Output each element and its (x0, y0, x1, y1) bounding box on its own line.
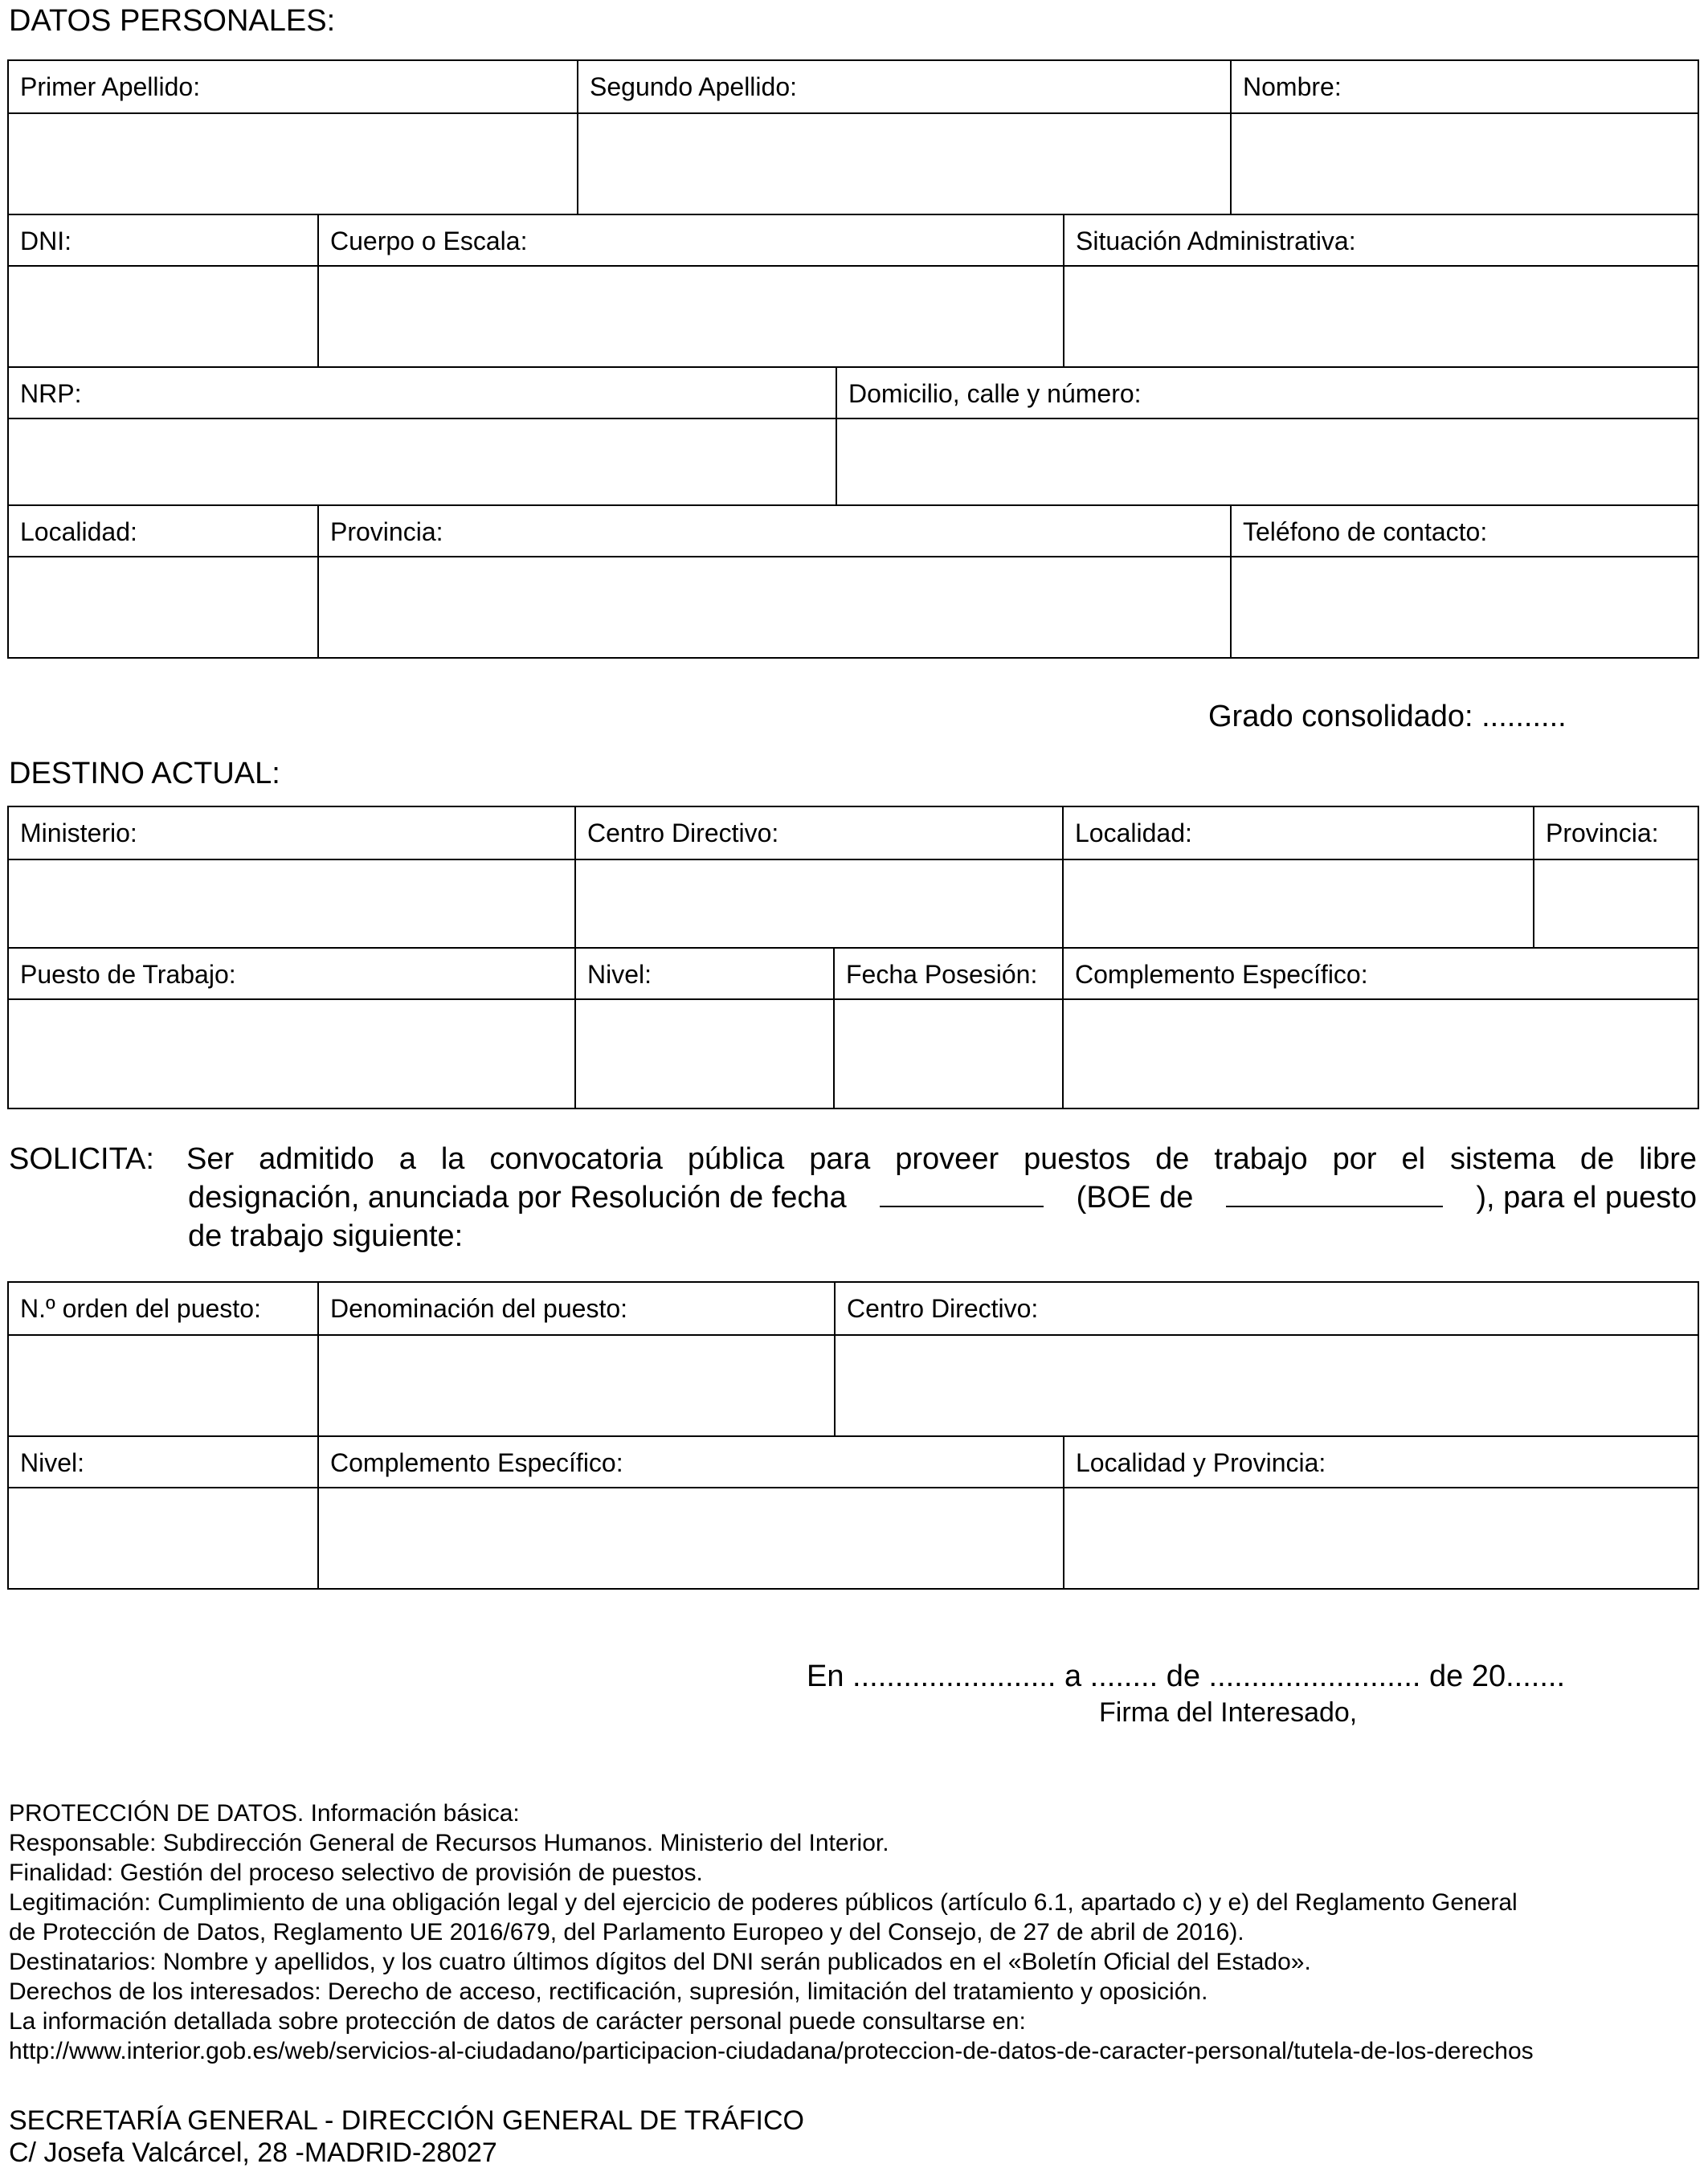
puesto-row1-labels (9, 1283, 1698, 1334)
localidad-field[interactable] (9, 557, 317, 657)
dni-label: DNI: (20, 227, 72, 255)
nrp-field[interactable] (9, 419, 836, 504)
solicita-label: SOLICITA: (9, 1142, 154, 1176)
dni-field[interactable] (9, 267, 317, 366)
puesto-row2-labels (9, 1435, 1698, 1487)
solicita-line2-a: designación, anunciada por Resolución de fecha (188, 1181, 847, 1215)
solicita-line1: Ser admitido a la convocatoria pública para proveer puestos de trabajo por el sistema de libre (186, 1142, 1697, 1176)
destino-section-title: DESTINO ACTUAL: (9, 757, 280, 790)
destino-localidad-field[interactable] (1062, 860, 1533, 947)
puesto-centro-directivo-field[interactable] (834, 1336, 1698, 1435)
localidad-label: Localidad: (20, 517, 137, 546)
footer-organization: SECRETARÍA GENERAL - DIRECCIÓN GENERAL DE TRÁFICO (9, 2105, 804, 2136)
fecha-posesion-label: Fecha Posesión: (833, 949, 1062, 998)
cuerpo-escala-field[interactable] (317, 267, 1063, 366)
personal-row1-fields (9, 112, 1698, 214)
orden-puesto-field[interactable] (9, 1336, 317, 1435)
domicilio-label: Domicilio, calle y número: (836, 368, 1698, 418)
destino-row1-fields (9, 859, 1698, 947)
personal-row3-labels (9, 366, 1698, 418)
personal-section-title: DATOS PERSONALES: (9, 4, 336, 38)
localidad-provincia-label: Localidad y Provincia: (1063, 1437, 1698, 1487)
destino-row2-fields (9, 998, 1698, 1108)
centro-directivo-field[interactable] (574, 860, 1062, 947)
fecha-posesion-field[interactable] (833, 1000, 1062, 1108)
denominacion-puesto-label: Denominación del puesto: (317, 1283, 834, 1334)
situacion-administrativa-label: Situación Administrativa: (1063, 215, 1698, 265)
telefono-label: Teléfono de contacto: (1230, 506, 1698, 556)
segundo-apellido-label: Segundo Apellido: (577, 61, 1230, 112)
localidad-provincia-field[interactable] (1063, 1488, 1698, 1588)
footer-address: C/ Josefa Valcárcel, 28 -MADRID-28027 (9, 2137, 497, 2168)
puesto-row2-fields (9, 1487, 1698, 1588)
nombre-label: Nombre: (1230, 61, 1698, 112)
destino-row2-labels (9, 947, 1698, 998)
puesto-nivel-label: Nivel: (20, 1448, 85, 1477)
resolucion-fecha-blank[interactable] (880, 1178, 1044, 1207)
provincia-label: Provincia: (317, 506, 1230, 556)
proteccion-derechos: Derechos de los interesados: Derecho de acceso, rectificación, supresión, limitación del tratamiento y oposición. (9, 1978, 1208, 2005)
personal-row3-fields (9, 418, 1698, 504)
boe-fecha-blank[interactable] (1226, 1178, 1443, 1207)
grado-consolidado: Grado consolidado: .......... (1208, 700, 1567, 733)
destino-row1-labels (9, 807, 1698, 859)
solicita-line2-c: ), para el puesto (1476, 1181, 1697, 1215)
destino-complemento-label: Complemento Específico: (1062, 949, 1698, 998)
proteccion-heading: PROTECCIÓN DE DATOS. Información básica: (9, 1800, 520, 1827)
puesto-nivel-field[interactable] (9, 1488, 317, 1588)
proteccion-destinatarios: Destinatarios: Nombre y apellidos, y los cuatro últimos dígitos del DNI serán publicados en el «Boletín Oficial del Estado». (9, 1949, 1311, 1975)
segundo-apellido-field[interactable] (577, 114, 1230, 214)
primer-apellido-field[interactable] (9, 114, 577, 214)
proteccion-informacion: La información detallada sobre protección de datos de carácter personal puede consultarse en: (9, 2008, 1026, 2035)
proteccion-legitimacion-cont: de Protección de Datos, Reglamento UE 2016/679, del Parlamento Europeo y del Consejo, de 27 de abril de 2016). (9, 1919, 1244, 1945)
signature-label: Firma del Interesado, (1099, 1697, 1358, 1728)
ministerio-field[interactable] (9, 860, 574, 947)
destino-complemento-field[interactable] (1062, 1000, 1698, 1108)
nrp-label: NRP: (20, 379, 82, 408)
puesto-complemento-label: Complemento Específico: (317, 1437, 1063, 1487)
solicita-line2-b: (BOE de (1076, 1181, 1194, 1215)
domicilio-field[interactable] (836, 419, 1698, 504)
puesto-complemento-field[interactable] (317, 1488, 1063, 1588)
solicita-line3: de trabajo siguiente: (188, 1219, 464, 1253)
destino-localidad-label: Localidad: (1062, 807, 1533, 859)
nombre-field[interactable] (1230, 114, 1698, 214)
orden-puesto-label: N.º orden del puesto: (20, 1294, 261, 1323)
puesto-row1-fields (9, 1334, 1698, 1435)
destino-provincia-label: Provincia: (1533, 807, 1698, 859)
destino-form (7, 806, 1699, 1109)
proteccion-legitimacion: Legitimación: Cumplimiento de una obligación legal y del ejercicio de poderes públicos (artículo 6.1, apartado c) y e) del Reglamento General (9, 1889, 1518, 1916)
proteccion-responsable: Responsable: Subdirección General de Recursos Humanos. Ministerio del Interior. (9, 1830, 889, 1856)
proteccion-finalidad: Finalidad: Gestión del proceso selectivo de provisión de puestos. (9, 1860, 703, 1886)
personal-data-form (7, 59, 1699, 659)
telefono-field[interactable] (1230, 557, 1698, 657)
proteccion-url[interactable]: http://www.interior.gob.es/web/servicios-al-ciudadano/participacion-ciudadana/proteccion-de-datos-de-caracter-personal/tutela-de-los-derechos (9, 2038, 1534, 2064)
puesto-centro-directivo-label: Centro Directivo: (834, 1283, 1698, 1334)
puesto-form (7, 1281, 1699, 1590)
personal-row4-fields (9, 556, 1698, 657)
data-protection-notice (9, 1798, 1704, 2066)
situacion-administrativa-field[interactable] (1063, 267, 1698, 366)
destino-provincia-field[interactable] (1533, 860, 1698, 947)
personal-row4-labels (9, 504, 1698, 556)
primer-apellido-label: Primer Apellido: (20, 72, 201, 101)
personal-row1-labels (9, 61, 1698, 112)
place-date-line: En ........................ a ........ de ......................... de 20....... (807, 1660, 1566, 1693)
centro-directivo-label: Centro Directivo: (574, 807, 1062, 859)
provincia-field[interactable] (317, 557, 1230, 657)
personal-row2-labels (9, 214, 1698, 265)
personal-row2-fields (9, 265, 1698, 366)
denominacion-puesto-field[interactable] (317, 1336, 834, 1435)
destino-nivel-label: Nivel: (574, 949, 833, 998)
puesto-trabajo-field[interactable] (9, 1000, 574, 1108)
ministerio-label: Ministerio: (20, 819, 137, 847)
cuerpo-escala-label: Cuerpo o Escala: (317, 215, 1063, 265)
solicita-line2 (188, 1178, 1697, 1217)
destino-nivel-field[interactable] (574, 1000, 833, 1108)
puesto-trabajo-label: Puesto de Trabajo: (20, 960, 236, 989)
